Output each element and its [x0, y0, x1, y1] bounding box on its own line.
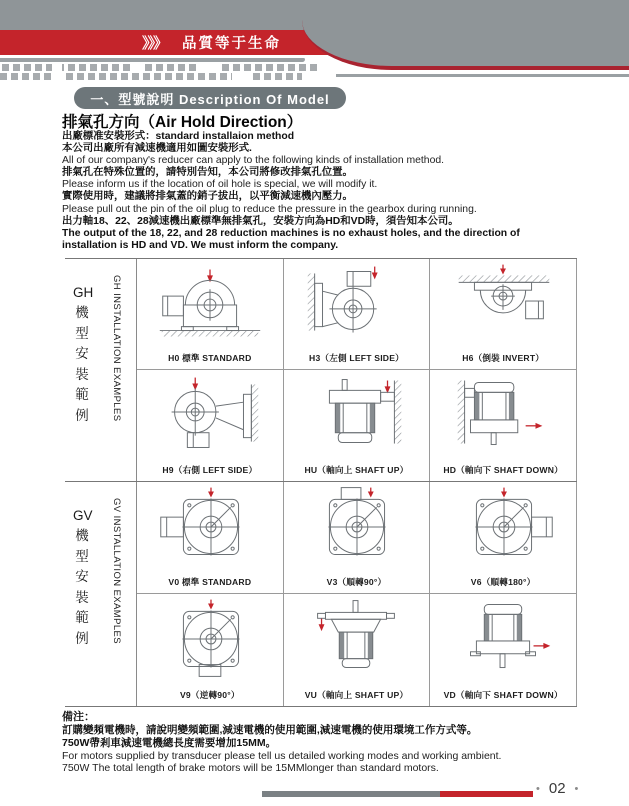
intro-line: The output of the 18, 22, and 28 reduction machines is no exhaust holes, and the direction of [62, 227, 520, 239]
cell-label: HD（軸向下 SHAFT DOWN） [443, 465, 563, 475]
gray-stripe [0, 58, 305, 62]
gh-cells [137, 259, 577, 481]
notes-title: 備注： [62, 711, 95, 723]
gv-label-cn: 機型安裝範例 [75, 528, 89, 646]
page-dot-right: • [574, 782, 579, 795]
checker-gap [232, 73, 250, 80]
section-title: 一、型號說明 Description Of Model [90, 91, 330, 107]
gv-cells [137, 482, 577, 706]
checker-gap [52, 64, 62, 80]
intro-line: 本公司出廠所有減速機適用如圖安裝形式. [62, 143, 252, 155]
diagram-v0 [146, 486, 274, 566]
diagram-h6 [439, 263, 567, 343]
cell-h3 [284, 259, 431, 370]
cell-label: H9（右側 LEFT SIDE） [162, 465, 258, 475]
gh-label-en: GH INSTALLATION EXAMPLES [111, 275, 122, 422]
intro-line: installation is HD and VD. We must inform the company. [62, 239, 339, 251]
cell-hd [430, 370, 577, 481]
cell-label: V0 標準 STANDARD [168, 577, 252, 587]
diagram-h3 [292, 263, 420, 343]
note-line: 750W帶剎車減速電機總長度需要增加15MM。 [62, 736, 277, 749]
cell-label: HU（軸向上 SHAFT UP） [304, 465, 409, 475]
checker-gap [130, 64, 144, 71]
footer-gray-bar [262, 791, 440, 797]
cell-label: V3（順轉90°） [326, 577, 387, 587]
red-banner [0, 30, 356, 55]
gh-code: GH [73, 285, 94, 300]
note-line: 750W The total length of brake motors will be 15MMlonger than standard motors. [62, 762, 439, 775]
diagram-v6 [439, 486, 567, 566]
cell-v0 [137, 482, 284, 594]
intro-line: 出力軸18、22、28減速機出廠標準無排氣孔，安裝方向為HD和VD時，須告知本公司。 [62, 215, 459, 227]
gh-section-label [65, 259, 137, 481]
installation-table [65, 258, 577, 707]
cell-vd [430, 594, 577, 706]
intro-line: 出廠標准安裝形式：standard installaion method [62, 131, 295, 142]
diagram-h0 [146, 263, 274, 343]
cell-label: VU（軸向上 SHAFT UP） [304, 690, 409, 700]
cell-label: V9（逆轉90°） [179, 690, 240, 700]
diagram-h9 [146, 374, 274, 454]
intro-line: 排氣孔在特殊位置的，請特別告知，本公司將修改排氣孔位置。 [62, 167, 353, 179]
diagram-hd [439, 374, 567, 454]
diagram-hu [292, 374, 420, 454]
gv-section-label [65, 482, 137, 706]
top-right-gray-block [302, 0, 629, 70]
intro-line: Please inform us if the location of oil hole is special, we will modify it. [62, 179, 378, 191]
diagram-vu [292, 598, 420, 678]
cell-label: H6（倒裝 INVERT） [462, 353, 545, 363]
checker-pattern [2, 64, 318, 71]
cell-h0 [137, 259, 284, 370]
page-dot-left: • [536, 782, 540, 795]
cell-label: V6（順轉180°） [470, 577, 536, 587]
cell-v3 [284, 482, 431, 594]
cell-vu [284, 594, 431, 706]
page-number [536, 780, 606, 797]
cell-h6 [430, 259, 577, 370]
cell-v6 [430, 482, 577, 594]
diagram-v3 [292, 486, 420, 566]
note-line: For motors supplied by transducer please tell us detailed working modes and working ambient. [62, 749, 502, 762]
gv-code: GV [73, 508, 93, 523]
cell-label: VD（軸向下 SHAFT DOWN） [443, 690, 563, 700]
intro-heading: 排氣孔方向（Air Hold Direction） [62, 114, 303, 131]
intro-line: Please pull out the pin of the oil plug to reduce the pressure in the gearbox during running. [62, 203, 477, 215]
banner-title: 品質等于生命 [182, 36, 282, 52]
gv-label-en: GV INSTALLATION EXAMPLES [111, 498, 122, 644]
checker-pattern [0, 73, 302, 80]
gray-stripe-right [336, 74, 629, 77]
notes-block [62, 711, 602, 775]
diagram-v9 [146, 598, 274, 678]
intro-paragraph [62, 131, 582, 252]
gv-section [65, 482, 577, 707]
cell-hu [284, 370, 431, 481]
page-number-value: 02 [548, 780, 566, 797]
note-line: 訂購變頻電機時，請說明變頻範圍,減速電機的使用範圍,減速電機的使用環境工作方式等。 [62, 724, 478, 736]
intro-line: 實際使用時，建議將排氣蓋的銷子拔出，以平衡減速機內壓力。 [62, 191, 353, 203]
chevron-icons: 》》》 [142, 35, 167, 52]
gh-section [65, 259, 577, 482]
checker-gap [196, 64, 222, 71]
section-title-pill [74, 87, 346, 109]
intro-line: All of our company's reducer can apply to the following kinds of installation method. [62, 155, 445, 167]
gh-label-cn: 機型安裝範例 [75, 305, 89, 423]
diagram-vd [439, 598, 567, 678]
cell-label: H3（左側 LEFT SIDE） [309, 353, 404, 363]
footer-red-bar [440, 791, 533, 797]
cell-label: H0 標準 STANDARD [168, 353, 252, 363]
cell-h9 [137, 370, 284, 481]
cell-v9 [137, 594, 284, 706]
